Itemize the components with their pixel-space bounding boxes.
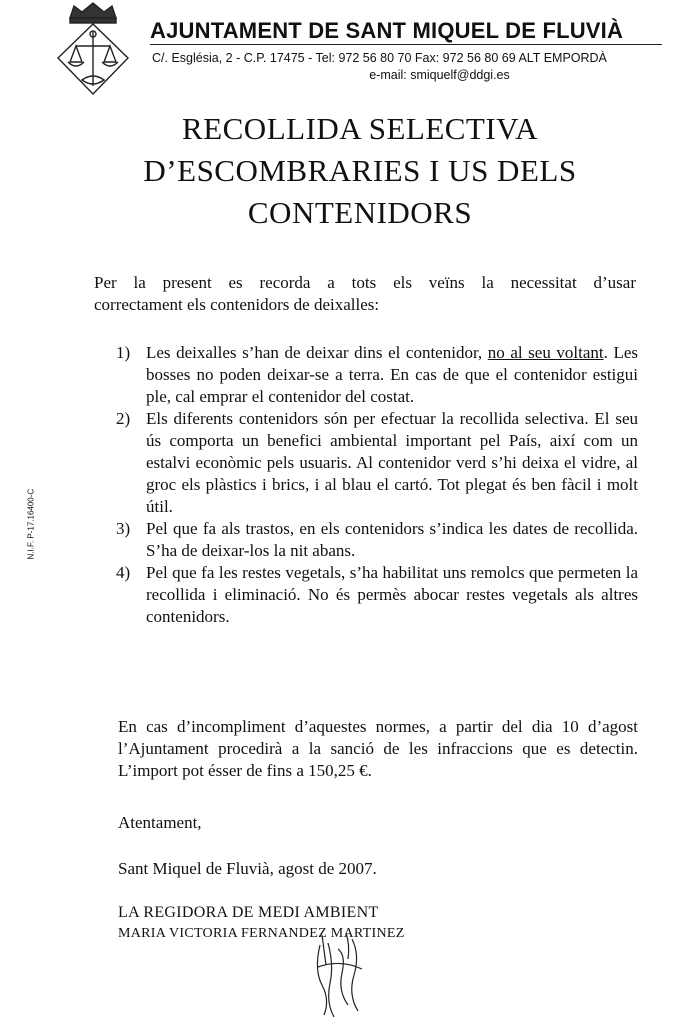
intro-paragraph [94, 272, 636, 316]
document-title [40, 108, 674, 234]
list-item [116, 518, 638, 562]
list-item-text: Els diferents contenidors són per efectuar la recollida selectiva. El seu ús comporta un benefici ambiental important pel País, així com un estalvi econòmic pels usuaris. Al contenidor verd s’hi deixa el vidre, al groc els plàstics i brics, i al blau el cartó. Tot plegat és ben fàcil i molt útil. [146, 409, 638, 516]
title-line-2: D’ESCOMBRARIES I US DELS [143, 153, 577, 188]
list-item [116, 562, 638, 628]
header-divider [150, 44, 662, 45]
list-item-number: 1) [116, 343, 131, 362]
list-item-number: 3) [116, 519, 131, 538]
coat-of-arms-icon [48, 0, 138, 100]
list-item-text: Pel que fa les restes vegetals, s’ha habilitat uns remolcs que permeten la recollida i eliminació. No és permès abocar restes vegetals als altres contenidors. [146, 563, 638, 626]
list-item-text: Pel que fa als trastos, en els contenidors s’indica les dates de recollida. S’ha de deixar-los la nit abans. [146, 519, 638, 560]
place-and-date: Sant Miquel de Fluvià, agost de 2007. [118, 859, 377, 878]
nif-side-label: N.I.F. P-17.16400-C [26, 488, 36, 560]
signer-role: LA REGIDORA DE MEDI AMBIENT [118, 904, 379, 921]
intro-line-2: correctament els contenidors de deixalles: [94, 295, 380, 314]
signer-name: MARIA VICTORIA FERNANDEZ MARTINEZ [118, 926, 405, 941]
regards: Atentament, [118, 813, 202, 832]
underlined-text: no al seu voltant [487, 343, 604, 362]
title-line-1: RECOLLIDA SELECTIVA [182, 111, 538, 146]
organization-name: AJUNTAMENT DE SANT MIQUEL DE FLUVIÀ [150, 18, 624, 43]
rules-list [116, 342, 638, 628]
list-item-text: Les deixalles s’han de deixar dins el contenidor, no al seu voltant. Les bosses no poden deixar-se a terra. En cas de que el contenidor estigui ple, cal emprar el contenidor del costat. [146, 343, 638, 406]
list-item [116, 408, 638, 518]
organization-address: C/. Església, 2 - C.P. 17475 - Tel: 972 56 80 70 Fax: 972 56 80 69 ALT EMPORDÀ [152, 51, 607, 65]
title-line-3: CONTENIDORS [247, 195, 473, 230]
intro-line-1: Per la present es recorda a tots els veïns la necessitat d’usar [94, 273, 636, 292]
organization-email: e-mail: smiquelf@ddgi.es [369, 68, 510, 82]
list-item [116, 342, 638, 408]
closing-paragraph: En cas d’incompliment d’aquestes normes, a partir del dia 10 d’agost l’Ajuntament procedirà a la sanció de les infraccions que es detectin. L’import pot ésser de fins a 150,25 €. [118, 717, 638, 780]
list-item-number: 4) [116, 563, 131, 582]
list-item-number: 2) [116, 409, 131, 428]
signature-icon [300, 925, 380, 1020]
